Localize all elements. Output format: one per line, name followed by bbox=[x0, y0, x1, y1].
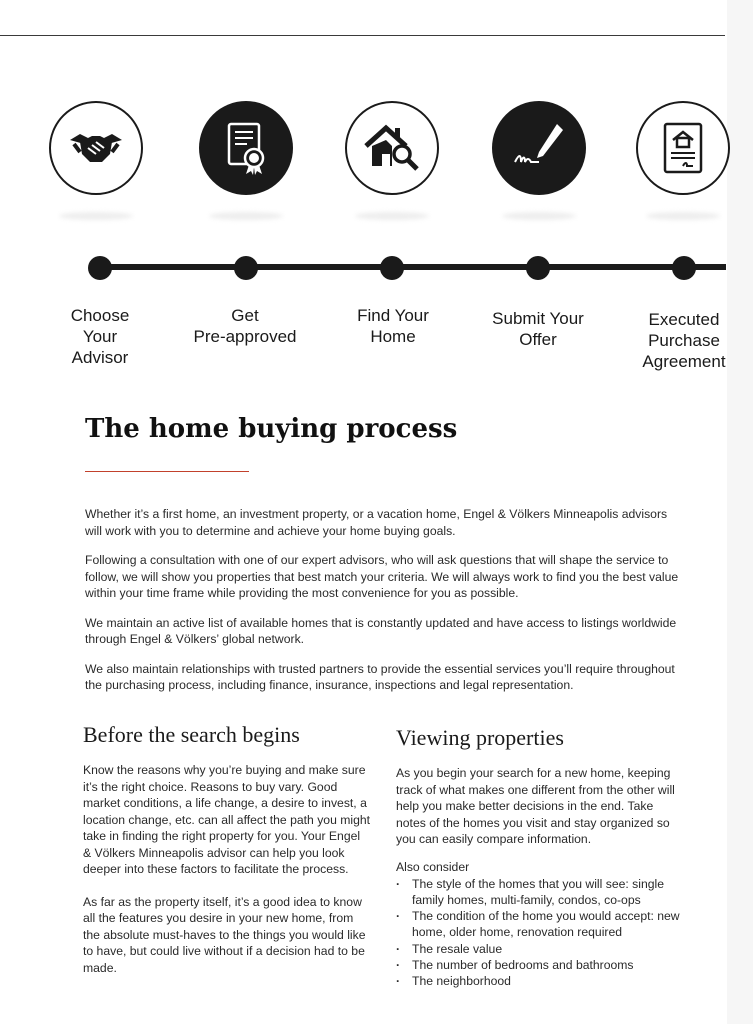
icon-shadow bbox=[59, 212, 133, 220]
timeline-dot bbox=[380, 256, 404, 280]
viewing-properties-paragraph: As you begin your search for a new home, keeping track of what makes one different from the other will help you make better decisions in the end. Take notes of the homes you visit and stay organized so you can easily compare information. bbox=[396, 766, 675, 846]
house-document-icon bbox=[636, 101, 730, 195]
page-edge bbox=[727, 0, 753, 1024]
icon-shadow bbox=[355, 212, 429, 220]
intro-paragraph: We also maintain relationships with trusted partners to provide the essential services you’ll require throughout the purchasing process, including finance, insurance, inspections and legal representation. bbox=[85, 661, 675, 692]
consider-list bbox=[396, 876, 684, 990]
list-item: · The neighborhood bbox=[396, 973, 684, 989]
handshake-icon bbox=[49, 101, 143, 195]
list-item: · The style of the homes that you will see: single family homes, multi-family, condos, co-ops bbox=[396, 876, 684, 909]
intro-paragraph: Whether it’s a first home, an investment property, or a vacation home, Engel & Völkers Minneapolis advisors will work with you to determine and achieve your home buying goals. bbox=[85, 507, 668, 538]
intro-paragraph: We maintain an active list of available homes that is constantly updated and have access to listings worldwide through Engel & Völkers’ global network. bbox=[85, 615, 677, 646]
step-label-choose-advisor: Choose Your Advisor bbox=[70, 306, 130, 367]
step-label-find-home: Find Your Home bbox=[357, 306, 429, 346]
icon-shadow bbox=[209, 212, 283, 220]
viewing-properties-heading: Viewing properties bbox=[396, 725, 564, 750]
timeline-dot bbox=[672, 256, 696, 280]
icon-shadow bbox=[502, 212, 576, 220]
timeline-dot bbox=[234, 256, 258, 280]
title-accent-rule bbox=[85, 471, 249, 472]
step-label-pre-approved: Get Pre-approved bbox=[193, 306, 297, 346]
before-search-heading: Before the search begins bbox=[83, 722, 300, 747]
intro-section bbox=[85, 506, 685, 707]
viewing-properties-section bbox=[396, 725, 684, 990]
house-search-icon bbox=[345, 101, 439, 195]
step-label-submit-offer: Submit Your Offer bbox=[492, 309, 584, 349]
timeline-line bbox=[100, 264, 726, 270]
step-label-purchase-agreement: Executed Purchase Agreement bbox=[642, 310, 726, 371]
before-search-paragraph: Know the reasons why you’re buying and make sure it’s the right choice. Reasons to buy vary. Good market conditions, a life change, a desire to invest, a location change, etc. can all affect the path you might take in finding the right property for you. Your Engel & Völkers Minneapolis advisor can help you look deeper into these factors to facilitate the process. bbox=[83, 763, 371, 876]
list-item: · The number of bedrooms and bathrooms bbox=[396, 957, 684, 973]
also-consider-label: Also consider bbox=[396, 859, 470, 874]
before-search-paragraph: As far as the property itself, it’s a good idea to know all the features you desire in your new home, from the absolute must-haves to the things you would like to have, but could live without if a decision had to be made. bbox=[83, 894, 366, 975]
pen-signature-icon bbox=[492, 101, 586, 195]
timeline-dot bbox=[526, 256, 550, 280]
timeline-dot bbox=[88, 256, 112, 280]
icon-shadow bbox=[646, 212, 720, 220]
list-item: · The condition of the home you would accept: new home, older home, renovation required bbox=[396, 908, 684, 941]
intro-paragraph: Following a consultation with one of our expert advisors, who will ask questions that will shape the service to follow, we will show you properties that best match your criteria. We will always work to find you the best value within your time frame while providing the most convenience for you as possible. bbox=[85, 553, 679, 600]
list-item: · The resale value bbox=[396, 941, 684, 957]
before-search-section bbox=[83, 722, 371, 992]
top-divider bbox=[0, 35, 725, 36]
page-title: The home buying process bbox=[85, 414, 458, 444]
certificate-icon bbox=[199, 101, 293, 195]
